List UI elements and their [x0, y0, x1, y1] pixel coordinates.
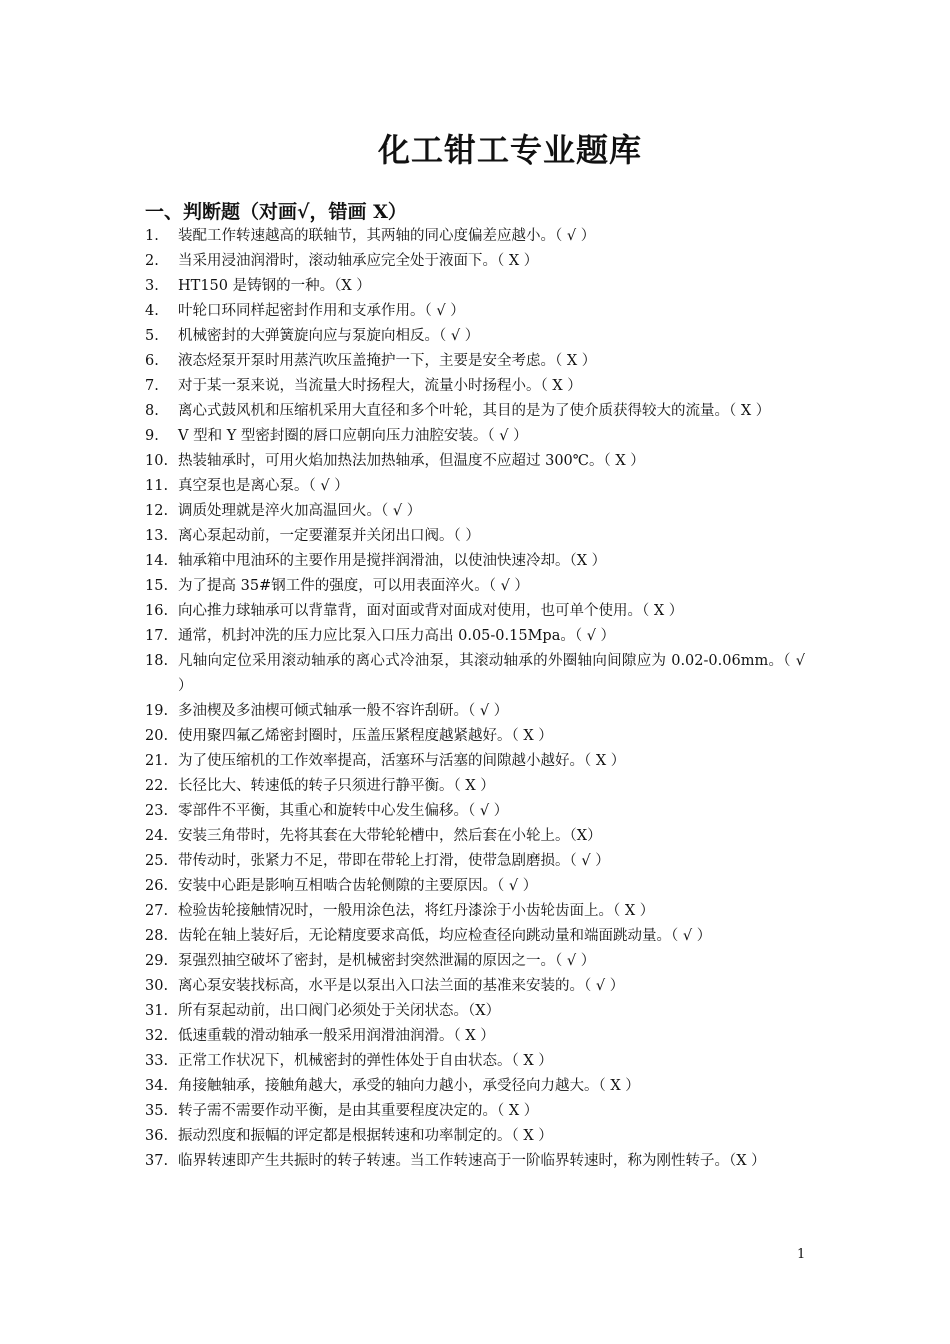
question-text: 叶轮口环同样起密封作用和支承作用。（ √ ） [178, 303, 465, 319]
question-text: 泵强烈抽空破坏了密封，是机械密封突然泄漏的原因之一。（ √ ） [178, 953, 596, 969]
question-item [145, 524, 805, 549]
question-item [145, 899, 805, 924]
question-number: 18. [145, 653, 169, 669]
question-item [145, 599, 805, 624]
question-number: 34. [145, 1078, 169, 1094]
question-number: 7. [145, 378, 159, 394]
question-text: 向心推力球轴承可以背靠背，面对面或背对面成对使用，也可单个使用。（ X ） [178, 603, 684, 619]
question-text: 机械密封的大弹簧旋向应与泵旋向相反。（ √ ） [178, 328, 480, 344]
question-item [145, 1024, 805, 1049]
question-item [145, 549, 805, 574]
question-text: 转子需不需要作动平衡，是由其重要程度决定的。（ X ） [178, 1103, 539, 1119]
question-item [145, 1124, 805, 1149]
question-text: HT150 是铸钢的一种。（X ） [178, 278, 371, 294]
question-text: 长径比大、转速低的转子只须进行静平衡。（ X ） [178, 778, 495, 794]
question-number: 4. [145, 303, 159, 319]
question-item [145, 749, 805, 774]
question-item [145, 824, 805, 849]
question-number: 6. [145, 353, 159, 369]
question-text: 齿轮在轴上装好后，无论精度要求高低，均应检查径向跳动量和端面跳动量。（ √ ） [178, 928, 712, 944]
question-text: 对于某一泵来说，当流量大时扬程大，流量小时扬程小。（ X ） [178, 378, 582, 394]
question-text: 安装三角带时，先将其套在大带轮轮槽中，然后套在小轮上。（X） [178, 828, 602, 844]
question-text: 轴承箱中甩油环的主要作用是搅拌润滑油，以使油快速冷却。（X ） [178, 553, 607, 569]
question-item [145, 649, 805, 699]
question-text: 调质处理就是淬火加高温回火。（ √ ） [178, 503, 422, 519]
page-number: 1 [797, 1247, 806, 1262]
question-number: 35. [145, 1103, 169, 1119]
question-item [145, 374, 805, 399]
question-item [145, 624, 805, 649]
question-text: 振动烈度和振幅的评定都是根据转速和功率制定的。（ X ） [178, 1128, 553, 1144]
question-item [145, 999, 805, 1024]
question-item [145, 274, 805, 299]
question-text: 凡轴向定位采用滚动轴承的离心式冷油泵，其滚动轴承的外圈轴向间隙应为 0.02-0.06mm。（ √ ） [178, 653, 805, 694]
question-item [145, 1149, 805, 1174]
question-item [145, 799, 805, 824]
question-item [145, 949, 805, 974]
question-number: 8. [145, 403, 159, 419]
question-number: 36. [145, 1128, 169, 1144]
question-number: 24. [145, 828, 169, 844]
question-number: 12. [145, 503, 169, 519]
section-heading: 一、判断题（对画√，错画 X） [145, 201, 407, 223]
question-number: 28. [145, 928, 169, 944]
question-item [145, 224, 805, 249]
question-number: 2. [145, 253, 159, 269]
question-item [145, 1074, 805, 1099]
question-text: 通常，机封冲洗的压力应比泵入口压力高出 0.05-0.15Mpa。（ √ ） [178, 628, 616, 644]
question-text: 离心泵安装找标高，水平是以泵出入口法兰面的基准来安装的。（ √ ） [178, 978, 625, 994]
question-number: 30. [145, 978, 169, 994]
question-number: 25. [145, 853, 169, 869]
question-number: 37. [145, 1153, 169, 1169]
question-text: 热装轴承时，可用火焰加热法加热轴承，但温度不应超过 300℃。（ X ） [178, 453, 645, 469]
question-item [145, 924, 805, 949]
question-item [145, 499, 805, 524]
question-text: 离心泵起动前，一定要灌泵并关闭出口阀。（ ） [178, 528, 480, 544]
question-number: 23. [145, 803, 169, 819]
question-number: 16. [145, 603, 169, 619]
question-number: 3. [145, 278, 159, 294]
question-item [145, 249, 805, 274]
question-number: 32. [145, 1028, 169, 1044]
question-text: 真空泵也是离心泵。（ √ ） [178, 478, 349, 494]
question-item [145, 774, 805, 799]
question-text: V 型和 Y 型密封圈的唇口应朝向压力油腔安装。（ √ ） [178, 428, 528, 444]
question-number: 26. [145, 878, 169, 894]
question-number: 31. [145, 1003, 169, 1019]
question-item [145, 1049, 805, 1074]
question-text: 为了提高 35#钢工件的强度，可以用表面淬火。（ √ ） [178, 578, 529, 594]
question-number: 15. [145, 578, 169, 594]
question-number: 21. [145, 753, 169, 769]
question-number: 10. [145, 453, 169, 469]
question-list [145, 224, 805, 1174]
question-item [145, 299, 805, 324]
question-text: 使用聚四氟乙烯密封圈时，压盖压紧程度越紧越好。（ X ） [178, 728, 553, 744]
question-item [145, 474, 805, 499]
question-number: 17. [145, 628, 169, 644]
question-number: 13. [145, 528, 169, 544]
question-number: 9. [145, 428, 159, 444]
question-item [145, 399, 805, 424]
question-number: 27. [145, 903, 169, 919]
question-text: 安装中心距是影响互相啮合齿轮侧隙的主要原因。（ √ ） [178, 878, 538, 894]
question-text: 正常工作状况下，机械密封的弹性体处于自由状态。（ X ） [178, 1053, 553, 1069]
question-item [145, 574, 805, 599]
question-number: 1. [145, 228, 159, 244]
question-text: 液态烃泵开泵时用蒸汽吹压盖掩护一下，主要是安全考虑。（ X ） [178, 353, 597, 369]
question-number: 19. [145, 703, 169, 719]
question-number: 29. [145, 953, 169, 969]
question-item [145, 974, 805, 999]
question-text: 低速重载的滑动轴承一般采用润滑油润滑。（ X ） [178, 1028, 495, 1044]
question-text: 装配工作转速越高的联轴节，其两轴的同心度偏差应越小。（ √ ） [178, 228, 596, 244]
question-item [145, 724, 805, 749]
question-item [145, 449, 805, 474]
question-text: 角接触轴承，接触角越大，承受的轴向力越小，承受径向力越大。（ X ） [178, 1078, 640, 1094]
question-number: 11. [145, 478, 169, 494]
question-text: 所有泵起动前，出口阀门必须处于关闭状态。（X） [178, 1003, 501, 1019]
question-number: 20. [145, 728, 169, 744]
question-text: 为了使压缩机的工作效率提高，活塞环与活塞的间隙越小越好。（ X ） [178, 753, 626, 769]
question-item [145, 424, 805, 449]
question-number: 14. [145, 553, 169, 569]
question-text: 临界转速即产生共振时的转子转速。当工作转速高于一阶临界转速时，称为刚性转子。（X ） [178, 1153, 766, 1169]
page-title: 化工钳工专业题库 [377, 131, 642, 169]
question-item [145, 699, 805, 724]
question-number: 5. [145, 328, 159, 344]
question-item [145, 849, 805, 874]
question-text: 当采用浸油润滑时，滚动轴承应完全处于液面下。（ X ） [178, 253, 539, 269]
question-text: 离心式鼓风机和压缩机采用大直径和多个叶轮，其目的是为了使介质获得较大的流量。（ X ） [178, 403, 771, 419]
question-number: 22. [145, 778, 169, 794]
question-item [145, 324, 805, 349]
question-text: 检验齿轮接触情况时，一般用涂色法，将红丹漆涂于小齿轮齿面上。（ X ） [178, 903, 655, 919]
question-text: 多油楔及多油楔可倾式轴承一般不容许刮研。（ √ ） [178, 703, 509, 719]
question-item [145, 1099, 805, 1124]
question-number: 33. [145, 1053, 169, 1069]
question-item [145, 874, 805, 899]
question-text: 零部件不平衡，其重心和旋转中心发生偏移。（ √ ） [178, 803, 509, 819]
question-item [145, 349, 805, 374]
question-text: 带传动时，张紧力不足，带即在带轮上打滑，使带急剧磨损。（ √ ） [178, 853, 610, 869]
